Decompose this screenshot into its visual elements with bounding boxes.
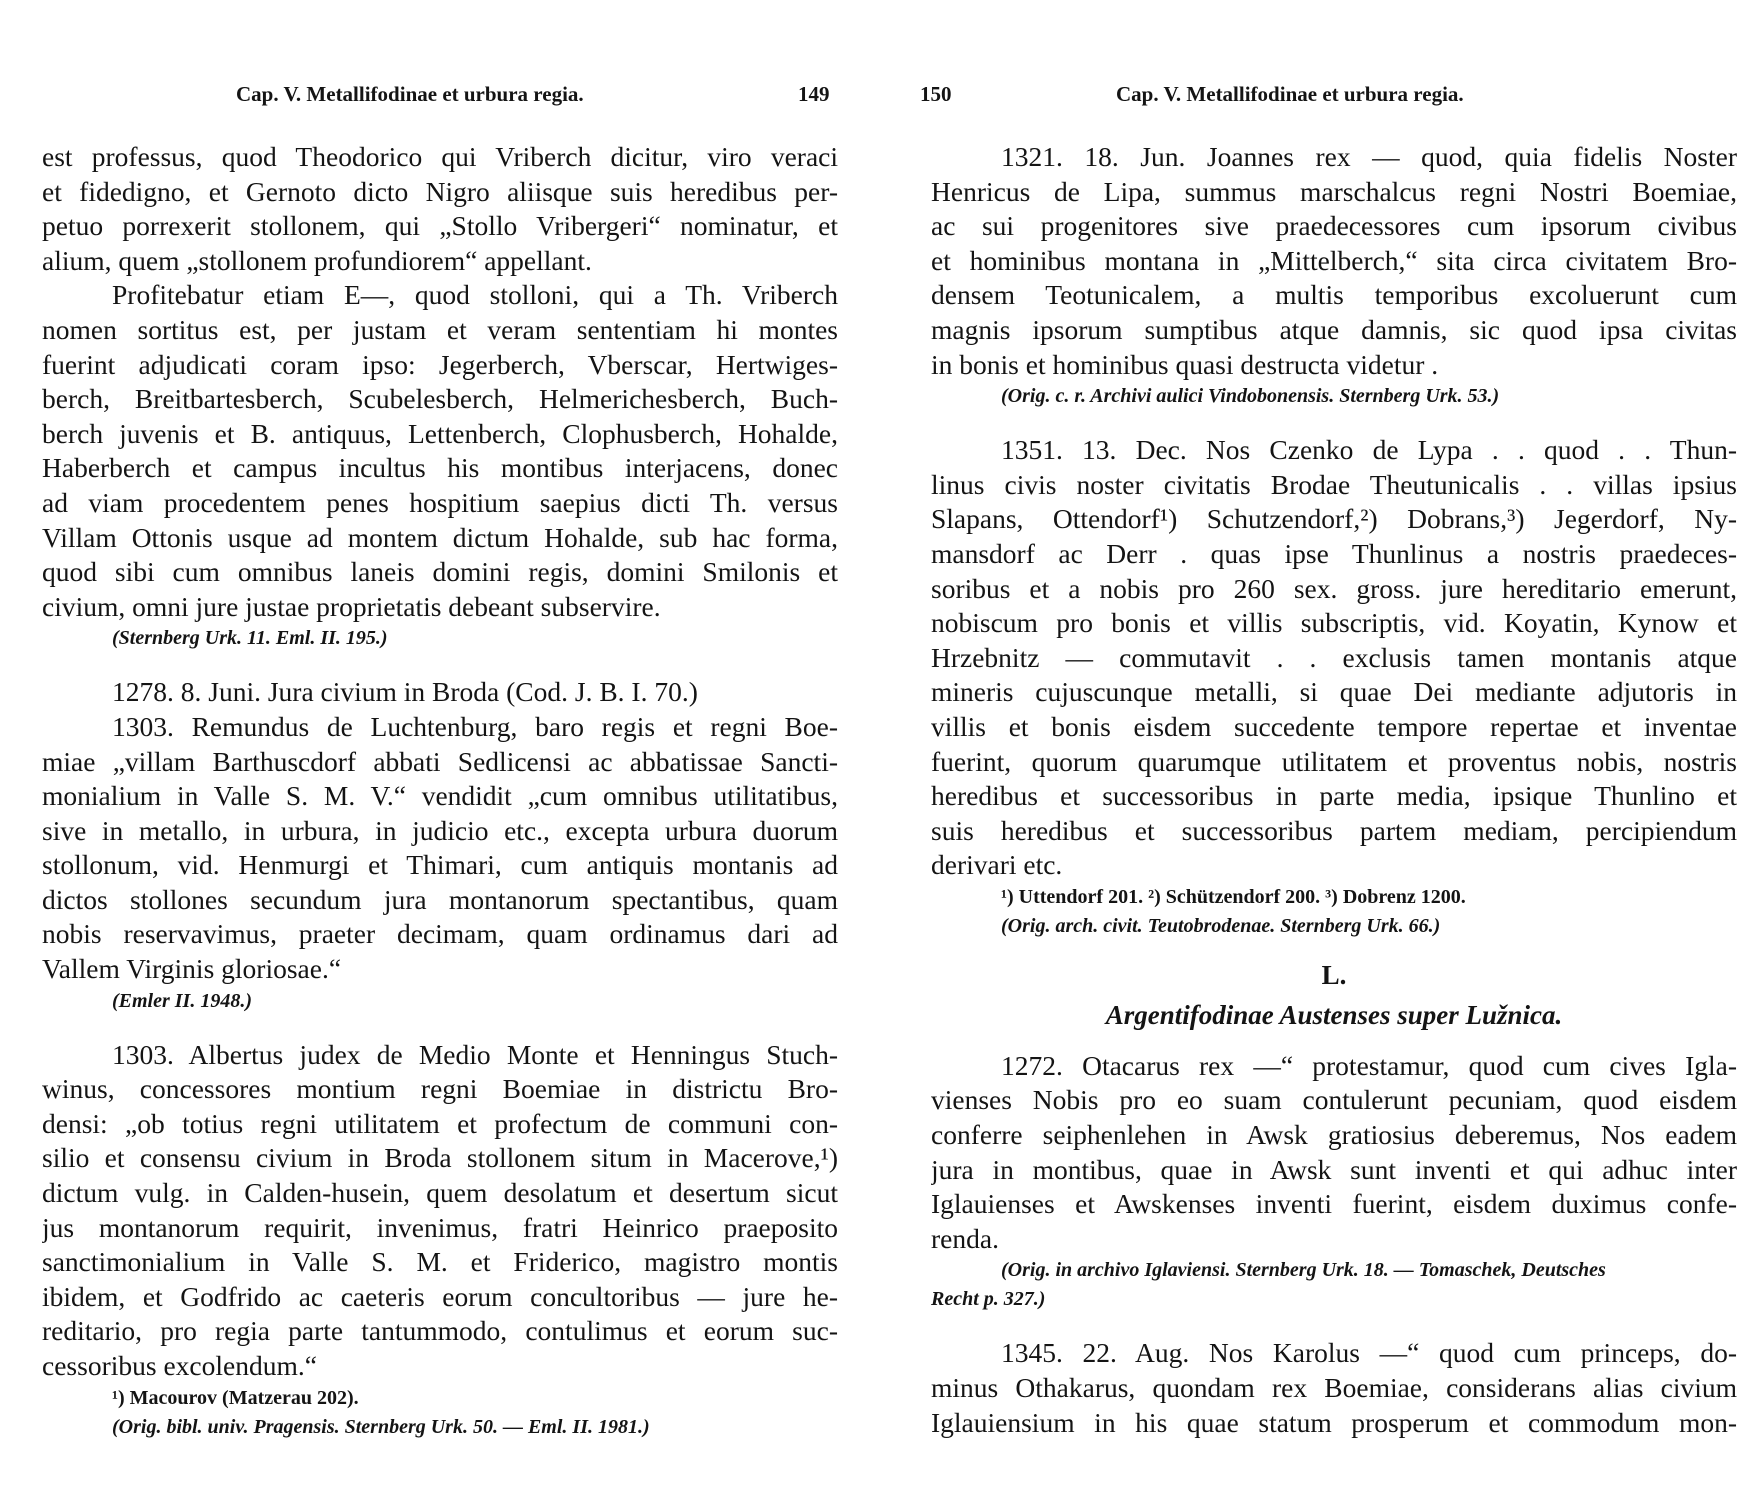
- text-line: monialium in Valle S. M. V.“ vendidit „cum omnibus utilitatibus,: [42, 780, 838, 812]
- footnote: ¹) Uttendorf 201. ²) Schützendorf 200. ³) Dobrenz 1200.: [1001, 885, 1466, 908]
- text-line: civium, omni jure justae proprietatis debeant subservire.: [42, 590, 661, 622]
- text-line: fuerint adjudicati coram ipso: Jegerberch, Vberscar, Hertwiges-: [42, 348, 838, 380]
- source-note: (Emler II. 1948.): [112, 989, 252, 1012]
- text-line: renda.: [931, 1222, 999, 1254]
- section-title: Argentifodinae Austenses super Lužnica.: [1105, 999, 1563, 1030]
- running-head: Cap. V. Metallifodinae et urbura regia.: [1116, 82, 1464, 106]
- text-line: linus civis noster civitatis Brodae Theutunicalis . . villas ipsius: [931, 468, 1737, 500]
- text-line: alium, quem „stollonem profundiorem“ appellant.: [42, 244, 592, 276]
- text-line: ad viam procedentem penes hospitium saepius dicti Th. versus: [42, 486, 838, 518]
- text-line: ac sui progenitores sive praedecessores cum ipsorum civibus: [931, 210, 1737, 242]
- text-line: sive in metallo, in urbura, in judicio etc., excepta urbura duorum: [42, 814, 838, 846]
- text-line: heredibus et successoribus in parte media, ipsique Thunlino et: [931, 780, 1737, 812]
- text-line: miae „villam Barthuscdorf abbati Sedlicensi ac abbatissae Sancti-: [42, 745, 838, 777]
- right-page: [876, 0, 1752, 1500]
- page-number: 149: [798, 82, 830, 106]
- source-note: (Sternberg Urk. 11. Eml. II. 195.): [112, 627, 388, 650]
- text-line: 1303. Albertus judex de Medio Monte et Henningus Stuch-: [112, 1038, 838, 1070]
- text-line: derivari etc.: [931, 849, 1063, 881]
- text-line: berch juvenis et B. antiquus, Lettenberch, Clophusberch, Hohalde,: [42, 417, 838, 449]
- text-line: stollonum, vid. Henmurgi et Thimari, cum antiquis montanis ad: [42, 849, 838, 881]
- text-line: berch, Breitbartesberch, Scubelesberch, Helmerichesberch, Buch-: [42, 383, 838, 415]
- text-line: Vallem Virginis gloriosae.“: [42, 953, 342, 985]
- text-line: Iglauiensium in his quae statum prosperum et commodum mon-: [931, 1406, 1737, 1438]
- text-line: winus, concessores montium regni Boemiae in districtu Bro-: [42, 1073, 838, 1105]
- text-line: villis et bonis eisdem succedente tempore repertae et inventae: [931, 710, 1737, 742]
- source-note: (Orig. in archivo Iglaviensi. Sternberg Urk. 18. — Tomaschek, Deutsches: [1001, 1259, 1606, 1282]
- text-line: sanctimonialium in Valle S. M. et Friderico, magistro montis: [42, 1246, 838, 1278]
- text-line: magnis ipsorum sumptibus atque damnis, sic quod ipsa civitas: [931, 313, 1737, 345]
- entry-heading: 1278. 8. Juni. Jura civium in Broda (Cod. J. B. I. 70.): [112, 676, 698, 708]
- text-line: Slapans, Ottendorf¹) Schutzendorf,²) Dobrans,³) Jegerdorf, Ny-: [931, 503, 1737, 535]
- text-line: 1345. 22. Aug. Nos Karolus —“ quod cum princeps, do-: [1001, 1337, 1737, 1369]
- text-line: Haberberch et campus incultus his montibus interjacens, donec: [42, 452, 838, 484]
- text-line: Henricus de Lipa, summus marschalcus regni Nostri Boemiae,: [931, 175, 1737, 207]
- text-line: minus Othakarus, quondam rex Boemiae, considerans alias civium: [931, 1372, 1737, 1404]
- text-line: quod sibi cum omnibus laneis domini regis, domini Smilonis et: [42, 556, 838, 588]
- text-line: densi: „ob totius regni utilitatem et profectum de communi con-: [42, 1107, 838, 1139]
- text-line: mansdorf ac Derr . quas ipse Thunlinus a nostris praedeces-: [931, 537, 1737, 569]
- text-line: densem Teotunicalem, a multis temporibus excoluerunt cum: [931, 279, 1737, 311]
- text-line: est professus, quod Theodorico qui Vriberch dicitur, viro veraci: [42, 141, 838, 172]
- text-line: vienses Nobis pro eo suam contulerunt pecuniam, quod eisdem: [931, 1084, 1737, 1116]
- text-line: jura in montibus, quae in Awsk sunt inventi et qui adhuc inter: [931, 1153, 1737, 1185]
- text-column: [42, 140, 838, 1442]
- text-line: fuerint, quorum quarumque utilitatem et proventus nobis, nostris: [931, 745, 1737, 777]
- text-line: Iglauienses et Awskenses inventi fuerint, eisdem duximus confe-: [931, 1188, 1737, 1220]
- text-line: et fidedigno, et Gernoto dicto Nigro aliisque suis heredibus per-: [42, 175, 838, 207]
- text-line: 1272. Otacarus rex —“ protestamur, quod cum cives Igla-: [1001, 1049, 1737, 1081]
- source-note: (Orig. arch. civit. Teutobrodenae. Sternberg Urk. 66.): [1001, 914, 1441, 937]
- text-line: Hrzebnitz — commutavit . . exclusis tamen montanis atque: [931, 641, 1737, 673]
- text-line: nobiscum pro bonis et villis subscriptis, vid. Koyatin, Kynow et: [931, 607, 1737, 639]
- text-line: ibidem, et Godfrido ac caeteris eorum concultoribus — jure he-: [42, 1280, 838, 1312]
- text-line: nobis reservavimus, praeter decimam, quam ordinamus dari ad: [42, 918, 838, 950]
- text-line: et hominibus montana in „Mittelberch,“ sita circa civitatem Bro-: [931, 244, 1737, 276]
- source-note: (Orig. c. r. Archivi aulici Vindobonensis. Sternberg Urk. 53.): [1001, 385, 1500, 408]
- text-line: 1303. Remundus de Luchtenburg, baro regis et regni Boe-: [112, 710, 838, 742]
- text-line: mineris cujuscunque metalli, si quae Dei mediante adjutoris in: [931, 676, 1737, 708]
- text-line: reditario, pro regia parte tantummodo, contulimus et eorum suc-: [42, 1315, 838, 1347]
- text-line: suis heredibus et successoribus partem mediam, percipiendum: [931, 814, 1737, 846]
- text-line: Profitebatur etiam E—, quod stolloni, qui a Th. Vriberch: [112, 279, 838, 311]
- text-line: soribus et a nobis pro 260 sex. gross. jure hereditario emerunt,: [931, 572, 1737, 604]
- text-line: in bonis et hominibus quasi destructa videtur .: [931, 348, 1439, 380]
- text-line: conferre seiphenlehen in Awsk gratiosius deberemus, Nos eadem: [931, 1119, 1737, 1151]
- source-note: (Orig. bibl. univ. Pragensis. Sternberg Urk. 50. — Eml. II. 1981.): [112, 1415, 650, 1438]
- running-head: Cap. V. Metallifodinae et urbura regia.: [236, 82, 584, 106]
- text-line: dictum vulg. in Calden-husein, quem desolatum et desertum sicut: [42, 1177, 838, 1209]
- section-letter: L.: [1321, 959, 1347, 990]
- text-column: [931, 140, 1737, 1440]
- text-line: nomen sortitus est, per justam et veram sententiam hi montes: [42, 313, 838, 345]
- text-line: silio et consensu civium in Broda stollonem situm in Macerove,¹): [42, 1142, 838, 1174]
- text-line: Villam Ottonis usque ad montem dictum Hohalde, sub hac forma,: [42, 521, 838, 553]
- page-number: 150: [920, 82, 952, 106]
- text-line: dictos stollones secundum jura montanorum spectantibus, quam: [42, 883, 838, 915]
- text-line: 1321. 18. Jun. Joannes rex — quod, quia fidelis Noster: [1001, 141, 1737, 172]
- source-note: Recht p. 327.): [931, 1288, 1046, 1311]
- footnote: ¹) Macourov (Matzerau 202).: [112, 1386, 359, 1409]
- text-line: 1351. 13. Dec. Nos Czenko de Lypa . . quod . . Thun-: [1001, 434, 1737, 466]
- text-line: jus montanorum requirit, invenimus, fratri Heinrico praeposito: [42, 1211, 838, 1243]
- text-line: petuo porrexerit stollonem, qui „Stollo Vribergeri“ nominatur, et: [42, 210, 838, 242]
- text-line: cessoribus excolendum.“: [42, 1350, 317, 1381]
